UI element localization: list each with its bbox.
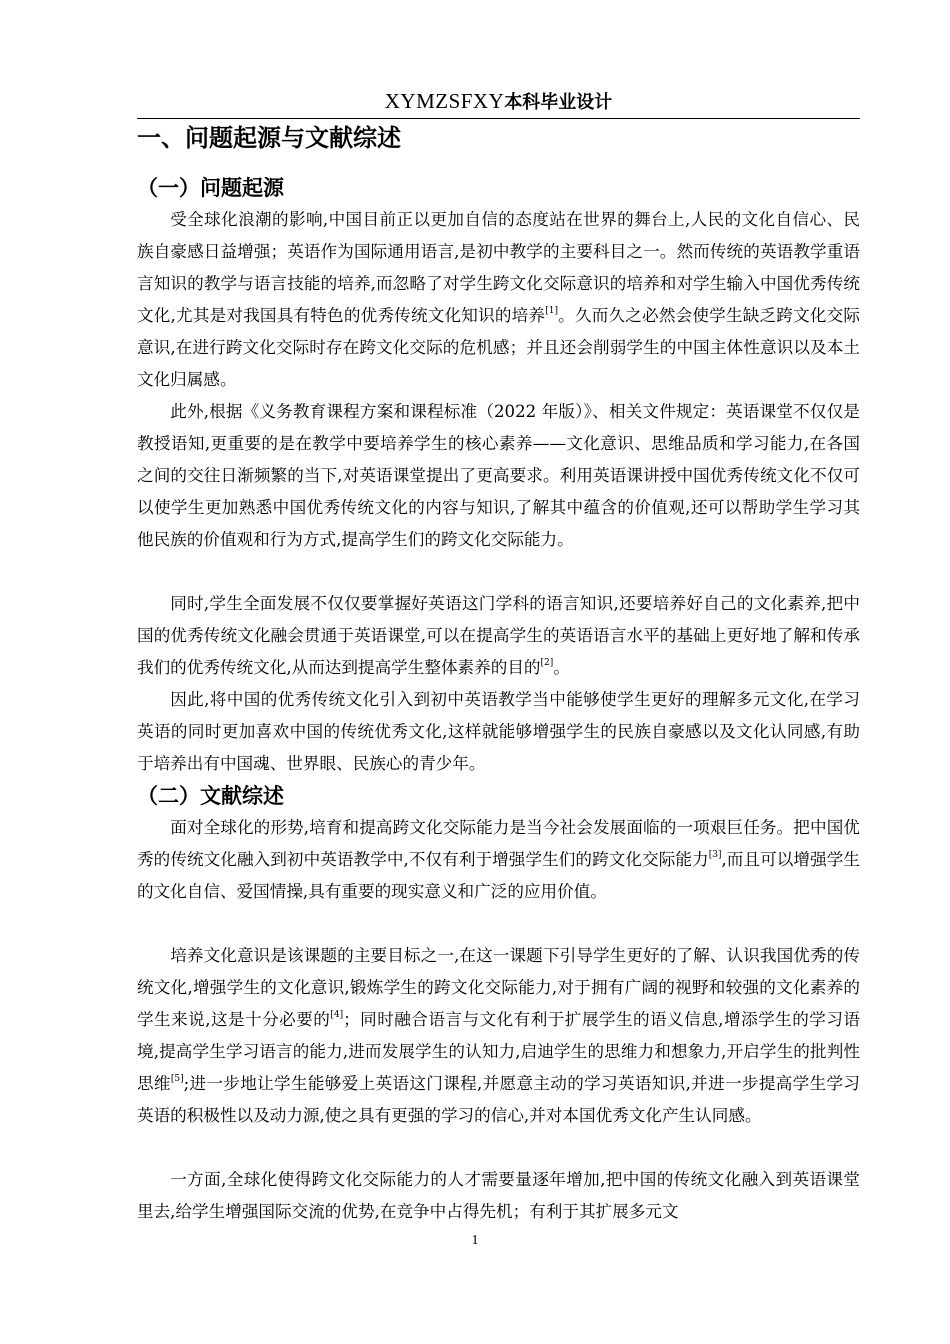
citation-ref: [1] — [545, 306, 558, 316]
paragraph-text: ,而且可以增强学生的文化自信、爱国情操,具有重要的现实意义和广泛的应用价值。 — [137, 850, 860, 901]
paragraph-text: ;进一步地让学生能够爱上英语这门课程,并愿意主动的学习英语知识,并进一步提高学生学习英语的积极性以及动力源,使之具有更强的学习的信心,并对本国优秀文化产生认同感。 — [137, 1074, 860, 1125]
paragraph-4: 因此,将中国的优秀传统文化引入到初中英语教学当中能够使学生更好的理解多元文化,在学习英语的同时更加喜欢中国的传统优秀文化,这样就能够增强学生的民族自豪感以及文化认同感,有助于培养出有中国魂、世界眼、民族心的青少年。 — [137, 690, 860, 773]
header-title: 本科毕业设计 — [504, 92, 613, 113]
citation-ref: [3] — [708, 850, 722, 860]
paragraph-text: ；同时融合语言与文化有利于扩展学生的语义信息,增添学生的学习语境,提高学生学习语言的能力,进而发展学生的认知力,启迪学生的思维力和想象力,开启学生的批判性思维 — [137, 1010, 860, 1093]
paragraph-text: 受全球化浪潮的影响,中国目前正以更加自信的态度站在世界的舞台上,人民的文化自信心、民族自豪感日益增强；英语作为国际通用语言,是初中教学的主要科目之一。然而传统的英语教学重语言知识的教学与语言技能的培养,而忽略了对学生跨文化交际意识的培养和对学生输入中国优秀传统文化,尤其是对我国具有特色的优秀传统文化知识的培养 — [137, 210, 860, 325]
paragraph-5 — [137, 812, 860, 908]
paragraph-2: 此外,根据《义务教育课程方案和课程标准（2022 年版）》、相关文件规定：英语课堂不仅仅是教授语知,更重要的是在教学中要培养学生的核心素养——文化意识、思维品质和学习能力,在各国之间的交往日渐频繁的当下,对英语课堂提出了更高要求。利用英语课讲授中国优秀传统文化不仅可以使学生更加熟悉中国优秀传统文化的内容与知识,了解其中蕴含的价值观,还可以帮助学生学习其他民族的价值观和行为方式,提高学生们的跨文化交际能力。 — [137, 402, 860, 549]
page-header — [137, 88, 860, 119]
paragraph-text: 面对全球化的形势,培育和提高跨文化交际能力是当今社会发展面临的一项艰巨任务。把中国优秀的传统文化融入到初中英语教学中,不仅有利于增强学生们的跨文化交际能力 — [137, 818, 860, 869]
paragraph-6 — [137, 940, 860, 1132]
header-school-code: XYMZSFXY — [384, 89, 505, 113]
paragraph-3 — [137, 588, 860, 684]
paragraph-text: 。久而久之必然会使学生缺乏跨文化交际意识,在进行跨文化交际时存在跨文化交际的危机感；并且还会削弱学生的中国主体性意识以及本土文化归属感。 — [137, 306, 861, 389]
citation-ref: [5] — [170, 1074, 184, 1084]
paragraph-text: 培养文化意识是该课题的主要目标之一,在这一课题下引导学生更好的了解、认识我国优秀的传统文化,增强学生的文化意识,锻炼学生的跨文化交际能力,对于拥有广阔的视野和较强的文化素养的学生来说,这是十分必要的 — [137, 946, 860, 1029]
paragraph-text: 。 — [553, 658, 570, 677]
paragraph-1 — [137, 204, 860, 396]
page-number: 1 — [471, 1233, 479, 1248]
subsection-title-review: （二）文献综述 — [137, 784, 284, 808]
paragraph-text: 同时,学生全面发展不仅仅要掌握好英语这门学科的语言知识,还要培养好自己的文化素养,把中国的优秀传统文化融会贯通于英语课堂,可以在提高学生的英语语言水平的基础上更好地了解和传承我们的优秀传统文化,从而达到提高学生整体素养的目的 — [137, 594, 860, 677]
citation-ref: [4] — [330, 1010, 344, 1020]
paragraph-7: 一方面,全球化使得跨文化交际能力的人才需要量逐年增加,把中国的传统文化融入到英语课堂里去,给学生增强国际交流的优势,在竞争中占得先机；有利于其扩展多元文 — [137, 1170, 860, 1221]
citation-ref: [2] — [540, 658, 554, 668]
subsection-title-origin: （一）问题起源 — [137, 176, 284, 200]
section-title: 一、问题起源与文献综述 — [137, 124, 401, 152]
